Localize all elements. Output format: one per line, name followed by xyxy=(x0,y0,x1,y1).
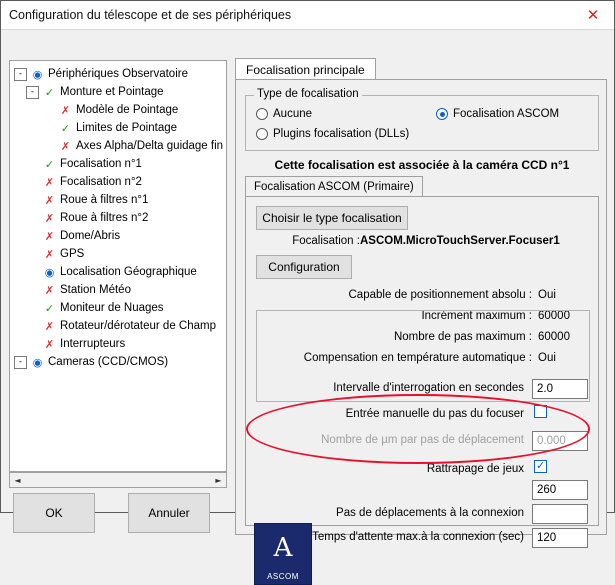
tree-item[interactable] xyxy=(12,299,224,317)
prop-value-absolute: Oui xyxy=(538,289,556,301)
tree-item-label: Moniteur de Nuages xyxy=(60,302,164,314)
focuser-value: ASCOM.MicroTouchServer.Focuser1 xyxy=(359,235,560,247)
prop-value-max-steps: 60000 xyxy=(538,331,570,343)
tree-item[interactable] xyxy=(12,281,224,299)
focus-type-group xyxy=(245,88,599,151)
check-icon: ✓ xyxy=(60,121,71,135)
tree-item[interactable] xyxy=(12,137,224,155)
tree-item[interactable] xyxy=(12,155,224,173)
radio-icon[interactable] xyxy=(256,108,268,120)
micron-per-step-label: Nombre de µm par pas de déplacement xyxy=(321,434,524,446)
tree-item-label: Périphériques Observatoire xyxy=(48,68,188,80)
tree-item[interactable] xyxy=(12,191,224,209)
cross-icon: ✗ xyxy=(44,283,55,297)
tree-item[interactable] xyxy=(12,101,224,119)
tree-item-label: Station Météo xyxy=(60,284,131,296)
cross-icon: ✗ xyxy=(60,139,71,153)
radio-label: Aucune xyxy=(273,108,313,120)
connection-steps-input[interactable] xyxy=(532,504,588,524)
association-text: Cette focalisation est associée à la caméra CCD n°1 xyxy=(274,158,570,172)
tree-item-label: Modèle de Pointage xyxy=(76,104,179,116)
prop-value-temp-comp: Oui xyxy=(538,352,556,364)
radio-label: Plugins focalisation (DLLs) xyxy=(273,128,410,140)
prop-value-max-increment: 60000 xyxy=(538,310,570,322)
cross-icon: ✗ xyxy=(44,319,55,333)
connection-steps-label: Pas de déplacements à la connexion xyxy=(336,507,524,519)
focuser-line xyxy=(256,235,596,247)
tab-strip xyxy=(235,58,607,80)
ascom-focuser-subpanel xyxy=(245,196,599,581)
cross-icon: ✗ xyxy=(60,103,71,117)
tree-item-label: Focalisation n°1 xyxy=(60,158,142,170)
scroll-right-icon[interactable]: ► xyxy=(215,475,222,485)
title-bar xyxy=(1,1,614,30)
expander-icon[interactable]: - xyxy=(26,86,39,99)
tree-item[interactable] xyxy=(12,65,224,83)
tree-item-label: Focalisation n°2 xyxy=(60,176,142,188)
tree-item[interactable] xyxy=(12,353,224,371)
tab-focalisation-ascom-primaire[interactable]: Focalisation ASCOM (Primaire) xyxy=(245,176,423,197)
prop-label-max-increment: Incrément maximum : xyxy=(421,310,532,322)
ascom-logo-mark: A xyxy=(273,533,293,563)
globe-icon: ◉ xyxy=(44,265,55,279)
device-tree-panel[interactable] xyxy=(9,60,227,472)
tree-item[interactable] xyxy=(12,173,224,191)
tree-item-label: Axes Alpha/Delta guidage fin xyxy=(76,140,224,152)
connection-timeout-label: Temps d'attente max.à la connexion (sec) xyxy=(312,531,524,543)
tree-item[interactable] xyxy=(12,209,224,227)
focus-panel xyxy=(235,79,607,581)
device-tree xyxy=(10,61,226,373)
tree-item-label: Roue à filtres n°2 xyxy=(60,212,149,224)
ok-button[interactable]: OK xyxy=(13,493,95,533)
tree-item[interactable] xyxy=(12,119,224,137)
ascom-logo xyxy=(254,523,312,585)
radio-icon-selected[interactable] xyxy=(436,108,448,120)
tree-item-label: Limites de Pointage xyxy=(76,122,178,134)
scroll-left-icon[interactable]: ◄ xyxy=(14,475,21,485)
globe-icon: ◉ xyxy=(32,67,43,81)
tree-item-label: Roue à filtres n°1 xyxy=(60,194,149,206)
cross-icon: ✗ xyxy=(44,229,55,243)
radio-icon[interactable] xyxy=(256,128,268,140)
tree-item[interactable] xyxy=(12,83,224,101)
backlash-label: Rattrapage de jeux xyxy=(426,463,524,475)
tree-item[interactable] xyxy=(12,317,224,335)
tree-horizontal-scrollbar[interactable] xyxy=(9,472,227,488)
configuration-button[interactable]: Configuration xyxy=(256,255,352,279)
prop-label-max-steps: Nombre de pas maximum : xyxy=(393,331,532,343)
cross-icon: ✗ xyxy=(44,175,55,189)
prop-label-absolute: Capable de positionnement absolu : xyxy=(348,289,532,301)
radio-label: Focalisation ASCOM xyxy=(453,108,560,120)
cross-icon: ✗ xyxy=(44,211,55,225)
radio-focalisation-ascom[interactable] xyxy=(436,108,559,120)
close-icon[interactable]: ✕ xyxy=(586,6,600,24)
tree-item-label: Dome/Abris xyxy=(60,230,121,242)
check-icon: ✓ xyxy=(44,301,55,315)
interrogation-interval-label: Intervalle d'interrogation en secondes xyxy=(333,382,524,394)
tree-item[interactable] xyxy=(12,227,224,245)
scrollbar-track[interactable] xyxy=(25,473,211,487)
tab-focalisation-principale[interactable]: Focalisation principale xyxy=(235,58,376,80)
tree-item-label: GPS xyxy=(60,248,85,260)
tree-item-label: Cameras (CCD/CMOS) xyxy=(48,356,169,368)
backlash-checkbox[interactable] xyxy=(534,460,547,473)
interrogation-interval-input[interactable]: 2.0 xyxy=(532,379,588,399)
manual-step-entry-label: Entrée manuelle du pas du focuser xyxy=(345,408,524,420)
connection-timeout-input[interactable]: 120 xyxy=(532,528,588,548)
cross-icon: ✗ xyxy=(44,337,55,351)
tree-item-label: Localisation Géographique xyxy=(60,266,197,278)
backlash-value-input[interactable]: 260 xyxy=(532,480,588,500)
check-icon: ✓ xyxy=(44,85,55,99)
choose-focus-type-button[interactable]: Choisir le type focalisation xyxy=(256,206,408,230)
expander-icon[interactable]: - xyxy=(14,68,27,81)
manual-step-entry-checkbox[interactable] xyxy=(534,405,547,418)
ascom-logo-text: ASCOM xyxy=(267,572,299,581)
prop-label-temp-comp: Compensation en température automatique : xyxy=(303,352,532,364)
expander-icon[interactable]: - xyxy=(14,356,27,369)
focus-type-group-label: Type de focalisation xyxy=(254,88,362,100)
tree-item[interactable] xyxy=(12,245,224,263)
radio-plugins-dll[interactable] xyxy=(256,128,409,140)
cross-icon: ✗ xyxy=(44,247,55,261)
tree-item[interactable] xyxy=(12,263,224,281)
micron-per-step-input[interactable]: 0.000 xyxy=(532,431,588,451)
dialog-body xyxy=(1,30,614,581)
cancel-button[interactable]: Annuler xyxy=(128,493,210,533)
camera-icon: ◉ xyxy=(32,355,43,369)
radio-aucune[interactable] xyxy=(256,108,312,120)
window-title: Configuration du télescope et de ses périphériques xyxy=(9,8,292,22)
tree-item-label: Interrupteurs xyxy=(60,338,126,350)
check-icon: ✓ xyxy=(44,157,55,171)
tree-item[interactable] xyxy=(12,335,224,353)
tree-item-label: Monture et Pointage xyxy=(60,86,164,98)
tree-item-label: Rotateur/dérotateur de Champ xyxy=(60,320,216,332)
focuser-label: Focalisation : xyxy=(292,235,360,247)
cross-icon: ✗ xyxy=(44,193,55,207)
